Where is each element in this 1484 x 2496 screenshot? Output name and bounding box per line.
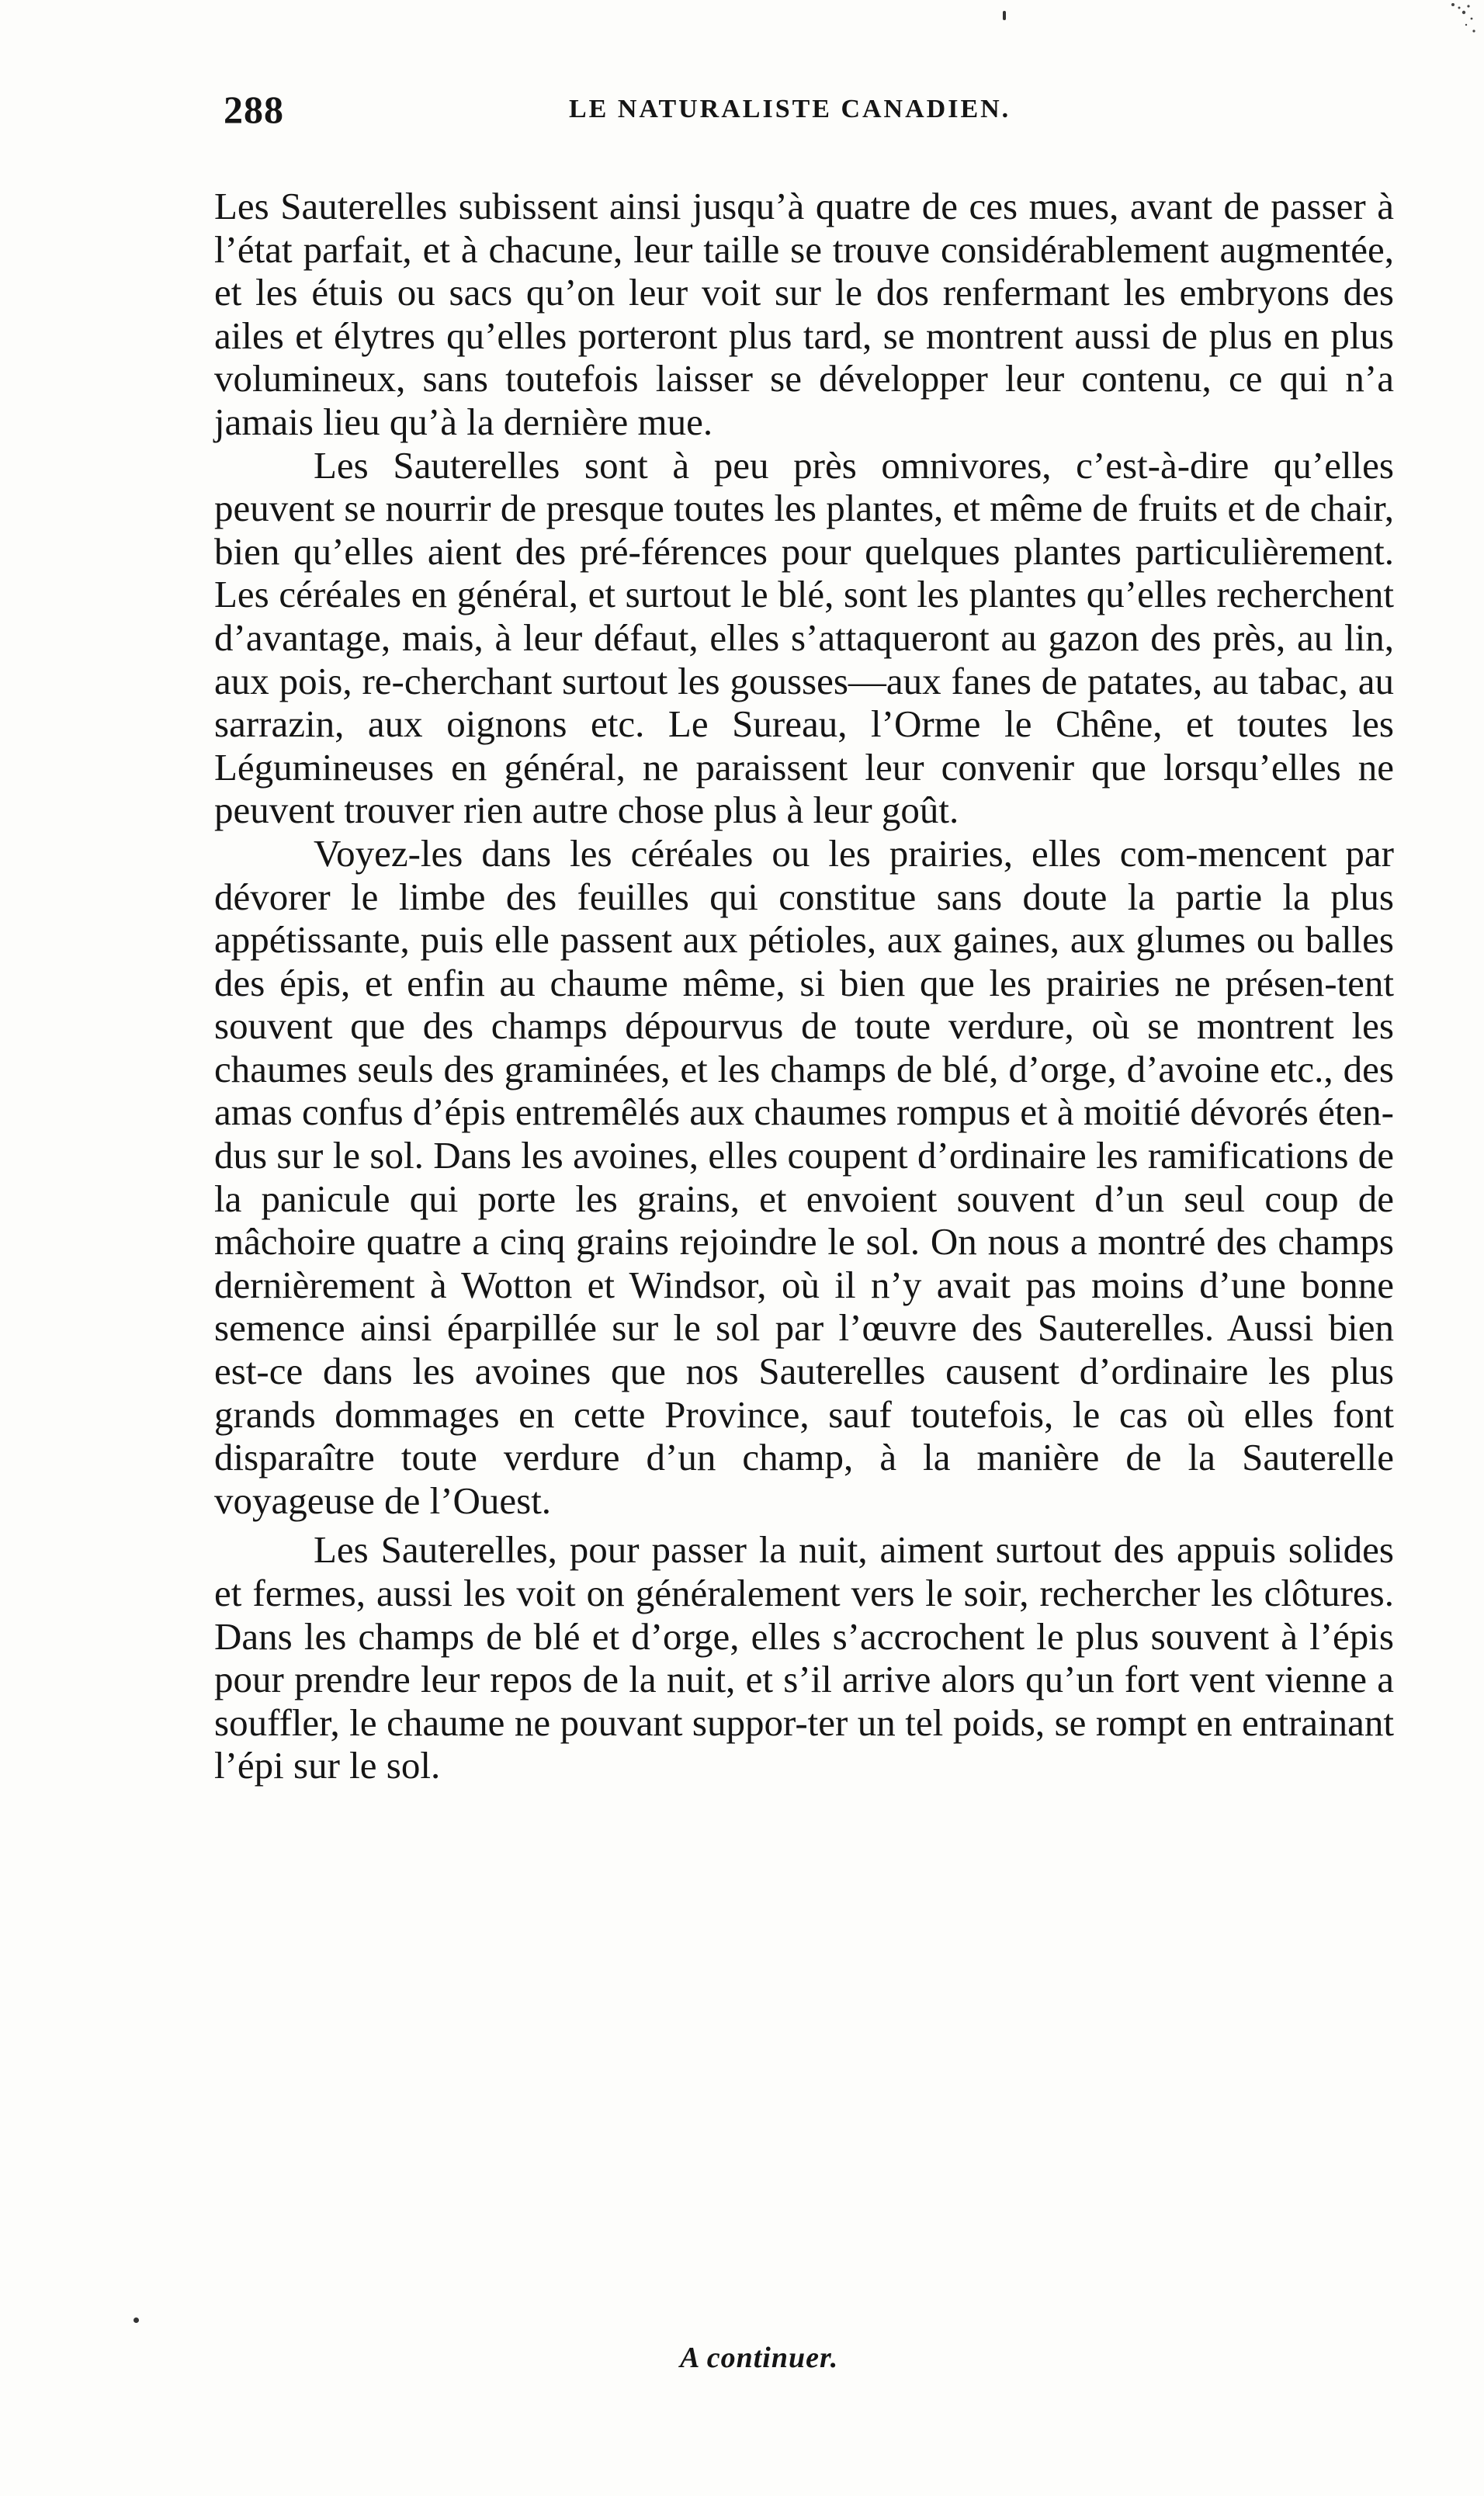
page-number: 288: [224, 88, 284, 131]
paragraph: Les Sauterelles subissent ainsi jusqu’à quatre de ces mues, avant de passer à l’état parfait, et à chacune, leur taille se trouve considérablement augmentée, et les étuis ou sacs qu’on leur voit sur le dos renfermant les embryons des ailes et élytres qu’elles porteront plus tard, se montrent aussi de plus en plus volumineux, sans toutefois laisser se développer leur contenu, ce qui n’a jamais lieu qu’à la dernière mue.: [214, 185, 1394, 443]
continuation-note: A continuer.: [680, 2342, 839, 2374]
scan-speck-cluster-icon: [1430, 0, 1476, 47]
paragraph: Les Sauterelles sont à peu près omnivores, c’est-à-dire qu’elles peuvent se nourrir de presque toutes les plantes, et même de fruits et de chair, bien qu’elles aient des pré-férences pour quelques plantes particulièrement. Les céréales en général, et surtout le blé, sont les plantes qu’elles recherchent d’avantage, mais, à leur défaut, elles s’attaqueront au gazon des près, au lin, aux pois, re-cherchant surtout les gousses—aux fanes de patates, au tabac, au sarrazin, aux oignons etc. Le Sureau, l’Orme le Chêne, et toutes les Légumineuses en général, ne paraissent leur convenir que lorsqu’elles ne peuvent trouver rien autre chose plus à leur goût.: [214, 443, 1394, 832]
scan-speck: [1003, 11, 1006, 20]
paragraph: Voyez-les dans les céréales ou les prairies, elles com-mencent par dévorer le limbe des feuilles qui constitue sans doute la partie la plus appétissante, puis elle passent aux pétioles, aux gaines, aux glumes ou balles des épis, et enfin au chaume même, si bien que les prairies ne présen-tent souvent que des champs dépourvus de toute verdure, où se montrent les chaumes seuls des graminées, et les champs de blé, d’orge, d’avoine etc., des amas confus d’épis entremêlés aux chaumes rompus et à moitié dévorés éten-dus sur le sol. Dans les avoines, elles coupent d’ordinaire les ramifications de la panicule qui porte les grains, et envoient souvent d’un seul coup de mâchoire quatre a cinq grains rejoindre le sol. On nous a montré des champs dernièrement à Wotton et Windsor, où il n’y avait pas moins d’une bonne semence ainsi éparpillée sur le sol par l’œuvre des Sauterelles. Aussi bien est-ce dans les avoines que nos Sauterelles causent d’ordinaire les plus grands dommages en cette Province, sauf toutefois, le cas où elles font disparaître toute verdure d’un champ, à la manière de la Sauterelle voyageuse de l’Ouest.: [214, 831, 1394, 1522]
running-title: LE NATURALISTE CANADIEN.: [569, 95, 1011, 123]
scan-speck: [133, 2317, 139, 2323]
body-text: [214, 185, 1394, 1787]
page-header: [224, 87, 1396, 149]
paragraph: Les Sauterelles, pour passer la nuit, aiment surtout des appuis solides et fermes, aussi les voit on généralement vers le soir, rechercher les clôtures. Dans les champs de blé et d’orge, elles s’accrochent le plus souvent à l’épis pour prendre leur repos de la nuit, et s’il arrive alors qu’un fort vent vienne a souffler, le chaume ne pouvant suppor-ter un tel poids, se rompt en entrainant l’épi sur le sol.: [214, 1528, 1394, 1787]
